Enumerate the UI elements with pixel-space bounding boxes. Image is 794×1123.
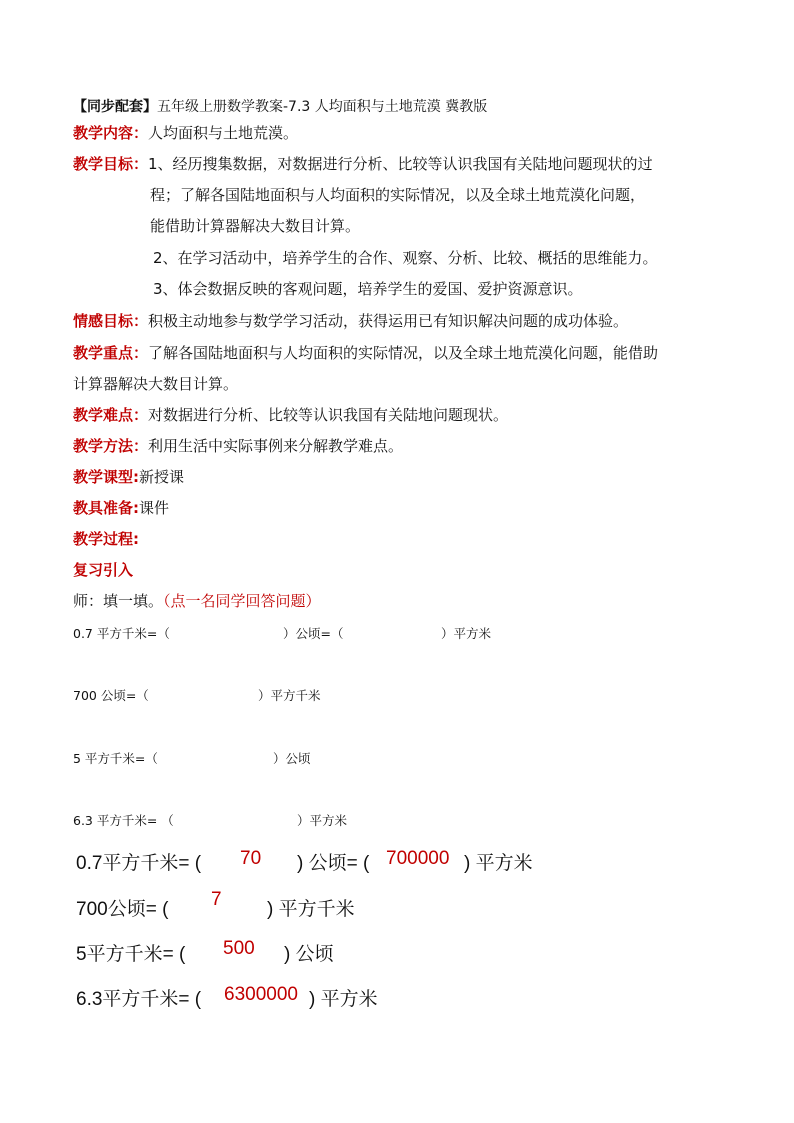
header-title: 五年级上册数学教案-7.3 人均面积与土地荒漠 冀教版 <box>157 99 488 115</box>
answer-1-value-2: 700000 <box>386 848 450 869</box>
exercise-1-part-a: 0.7 平方千米=（ <box>73 626 170 641</box>
tools-text: 课件 <box>139 499 170 517</box>
process-label: 教学过程: <box>73 530 139 548</box>
emotion-row <box>73 310 628 331</box>
header-bracket: 【同步配套】 <box>73 99 157 115</box>
lesson-type-label: 教学课型: <box>73 468 139 486</box>
keypoint-row <box>73 342 658 363</box>
exercise-3-part-b: ）公顷 <box>273 751 311 766</box>
goal-1-line-2: 程；了解各国陆地面积与人均面积的实际情况，以及全球土地荒漠化问题， <box>150 186 646 204</box>
keypoint-line-1: 了解各国陆地面积与人均面积的实际情况，以及全球土地荒漠化问题，能借助 <box>148 344 659 362</box>
teacher-note: （点一名同学回答问题） <box>163 592 321 610</box>
answer-2-part-a: 700公顷= ( <box>76 899 169 920</box>
method-text: 利用生活中实际事例来分解教学难点。 <box>148 437 404 455</box>
review-label: 复习引入 <box>73 561 134 579</box>
goal-3: 3、体会数据反映的客观问题，培养学生的爱国、爱护资源意识。 <box>153 280 583 298</box>
answer-3-part-a: 5平方千米= ( <box>76 944 186 965</box>
content-label: 教学内容： <box>73 124 149 142</box>
answer-3-value: 500 <box>223 938 255 959</box>
keypoint-line-2: 计算器解决大数目计算。 <box>73 375 239 393</box>
exercise-2-part-a: 700 公顷=（ <box>73 688 149 703</box>
exercise-4-part-b: ）平方米 <box>297 813 348 828</box>
goal-2: 2、在学习活动中，培养学生的合作、观察、分析、比较、概括的思维能力。 <box>153 249 658 267</box>
exercise-3-part-a: 5 平方千米=（ <box>73 751 158 766</box>
content-text: 人均面积与土地荒漠。 <box>148 124 299 142</box>
doc-header <box>73 96 487 116</box>
difficulty-text: 对数据进行分析、比较等认识我国有关陆地问题现状。 <box>148 406 509 424</box>
difficulty-row <box>73 404 508 425</box>
answer-1-part-a: 0.7平方千米= ( <box>76 853 202 874</box>
method-label: 教学方法： <box>73 437 149 455</box>
answer-1-part-b: ) 公顷= ( <box>297 853 370 874</box>
content-row <box>73 122 298 143</box>
goals-label: 教学目标： <box>73 155 149 173</box>
teacher-prefix: 师：填一填。 <box>73 592 164 610</box>
goal-1-line-1: 1、经历搜集数据，对数据进行分析、比较等认识我国有关陆地问题现状的过 <box>148 155 653 173</box>
goal-1-line-3: 能借助计算器解决大数目计算。 <box>150 217 361 235</box>
emotion-label: 情感目标： <box>73 312 149 330</box>
lesson-type-text: 新授课 <box>139 468 185 486</box>
lesson-type-row <box>73 466 184 487</box>
exercise-1-part-b: ）公顷=（ <box>283 626 344 641</box>
answer-2-part-b: ) 平方千米 <box>267 899 355 920</box>
tools-row <box>73 497 169 518</box>
answer-1-value-1: 70 <box>240 848 262 869</box>
exercise-2-part-b: ）平方千米 <box>258 688 321 703</box>
exercise-4-part-a: 6.3 平方千米= （ <box>73 813 174 828</box>
answer-4-part-a: 6.3平方千米= ( <box>76 989 202 1010</box>
teacher-row <box>73 590 321 611</box>
emotion-text: 积极主动地参与数学学习活动，获得运用已有知识解决问题的成功体验。 <box>148 312 629 330</box>
answer-2-value: 7 <box>211 889 222 910</box>
answer-1-part-c: ) 平方米 <box>464 853 533 874</box>
answer-3-part-b: ) 公顷 <box>284 944 334 965</box>
answer-4-value: 6300000 <box>224 984 298 1005</box>
difficulty-label: 教学难点： <box>73 406 149 424</box>
exercise-1-part-c: ）平方米 <box>441 626 492 641</box>
answer-4-part-b: ) 平方米 <box>309 989 378 1010</box>
keypoint-label: 教学重点： <box>73 344 149 362</box>
method-row <box>73 435 403 456</box>
goals-row <box>73 153 653 174</box>
tools-label: 教具准备: <box>73 499 139 517</box>
